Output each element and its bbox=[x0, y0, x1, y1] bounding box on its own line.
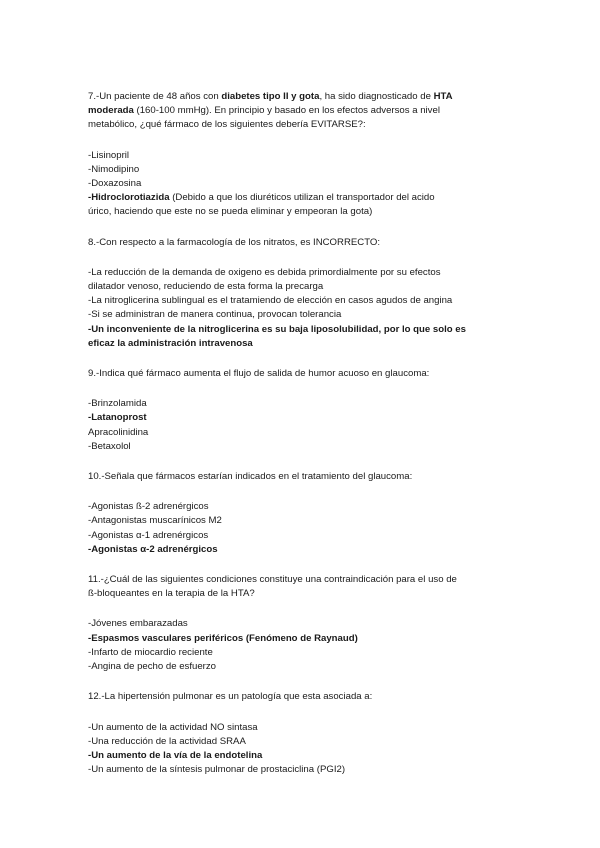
q12-title: 12.-La hipertensión pulmonar es un patología que esta asociada a: bbox=[88, 691, 373, 703]
q10-option-3: -Agonistas α-1 adrenérgicos bbox=[88, 529, 209, 541]
q7-title-line-2: moderada (160-100 mmHg). En principio y basado en los efectos adversos a nivel bbox=[88, 105, 440, 117]
q7-option-1: -Lisinopril bbox=[88, 149, 130, 161]
document-content bbox=[88, 90, 488, 777]
question-12 bbox=[88, 690, 488, 777]
q11-title-line-2: ß-bloqueantes en la terapia de la HTA? bbox=[88, 588, 255, 600]
q11-option-2: -Espasmos vasculares periféricos (Fenómeno de Raynaud) bbox=[88, 632, 358, 644]
q8-title: 8.-Con respecto a la farmacología de los nitratos, es INCORRECTO: bbox=[88, 236, 381, 248]
q7-title-line-3: metabólico, ¿qué fármaco de los siguientes debería EVITARSE?: bbox=[88, 119, 366, 131]
q8-option-1-line-2: dilatador venoso, reduciendo de esta forma la precarga bbox=[88, 281, 324, 293]
question-8 bbox=[88, 236, 488, 351]
q9-title: 9.-Indica qué fármaco aumenta el flujo de salida de humor acuoso en glaucoma: bbox=[88, 368, 430, 380]
question-11 bbox=[88, 573, 488, 674]
q9-option-3: Apracolinidina bbox=[88, 426, 149, 438]
question-10 bbox=[88, 470, 488, 557]
q8-option-2: -La nitroglicerina sublingual es el tratamiendo de elección en casos agudos de angina bbox=[88, 295, 453, 307]
q10-title: 10.-Señala que fármacos estarían indicados en el tratamiento del glaucoma: bbox=[88, 471, 413, 483]
q8-option-3: -Si se administran de manera continua, provocan tolerancia bbox=[88, 309, 342, 321]
q8-option-1: -La reducción de la demanda de oxigeno es debida primordialmente por su efectos bbox=[88, 266, 441, 278]
q8-option-4: -Un inconveniente de la nitroglicerina es su baja liposolubilidad, por lo que solo es bbox=[88, 323, 466, 335]
question-9 bbox=[88, 367, 488, 454]
q11-title: 11.-¿Cuál de las siguientes condiciones constituye una contraindicación para el uso de bbox=[88, 574, 457, 586]
q9-option-1: -Brinzolamida bbox=[88, 398, 147, 410]
q7-option-2: -Nimodipino bbox=[88, 163, 140, 175]
q11-option-3: -Infarto de miocardio reciente bbox=[88, 646, 213, 658]
q9-option-4: -Betaxolol bbox=[88, 440, 131, 452]
q12-option-1: -Un aumento de la actividad NO sintasa bbox=[88, 721, 258, 733]
q12-option-4: -Un aumento de la síntesis pulmonar de prostaciclina (PGI2) bbox=[88, 764, 346, 776]
q12-option-3: -Un aumento de la vía de la endotelina bbox=[88, 749, 263, 761]
q8-option-4-line-2: eficaz la administración intravenosa bbox=[88, 337, 253, 349]
q10-option-4: -Agonistas α-2 adrenérgicos bbox=[88, 543, 218, 555]
q7-title-line-1: 7.-Un paciente de 48 años con diabetes tipo II y gota, ha sido diagnosticado de HTA bbox=[88, 91, 453, 102]
q7-option-3: -Doxazosina bbox=[88, 178, 142, 190]
q10-option-2: -Antagonistas muscarínicos M2 bbox=[88, 515, 222, 527]
q7-option-4-line-2: úrico, haciendo que este no se pueda eliminar y empeoran la gota) bbox=[88, 206, 373, 218]
q9-option-2: -Latanoprost bbox=[88, 412, 147, 424]
q10-option-1: -Agonistas ß-2 adrenérgicos bbox=[88, 501, 209, 513]
question-7 bbox=[88, 90, 488, 220]
q7-option-4: -Hidroclorotiazida (Debido a que los diuréticos utilizan el transportador del acido bbox=[88, 192, 435, 204]
q11-option-1: -Jóvenes embarazadas bbox=[88, 618, 188, 630]
q11-option-4: -Angina de pecho de esfuerzo bbox=[88, 661, 217, 673]
q12-option-2: -Una reducción de la actividad SRAA bbox=[88, 735, 246, 747]
